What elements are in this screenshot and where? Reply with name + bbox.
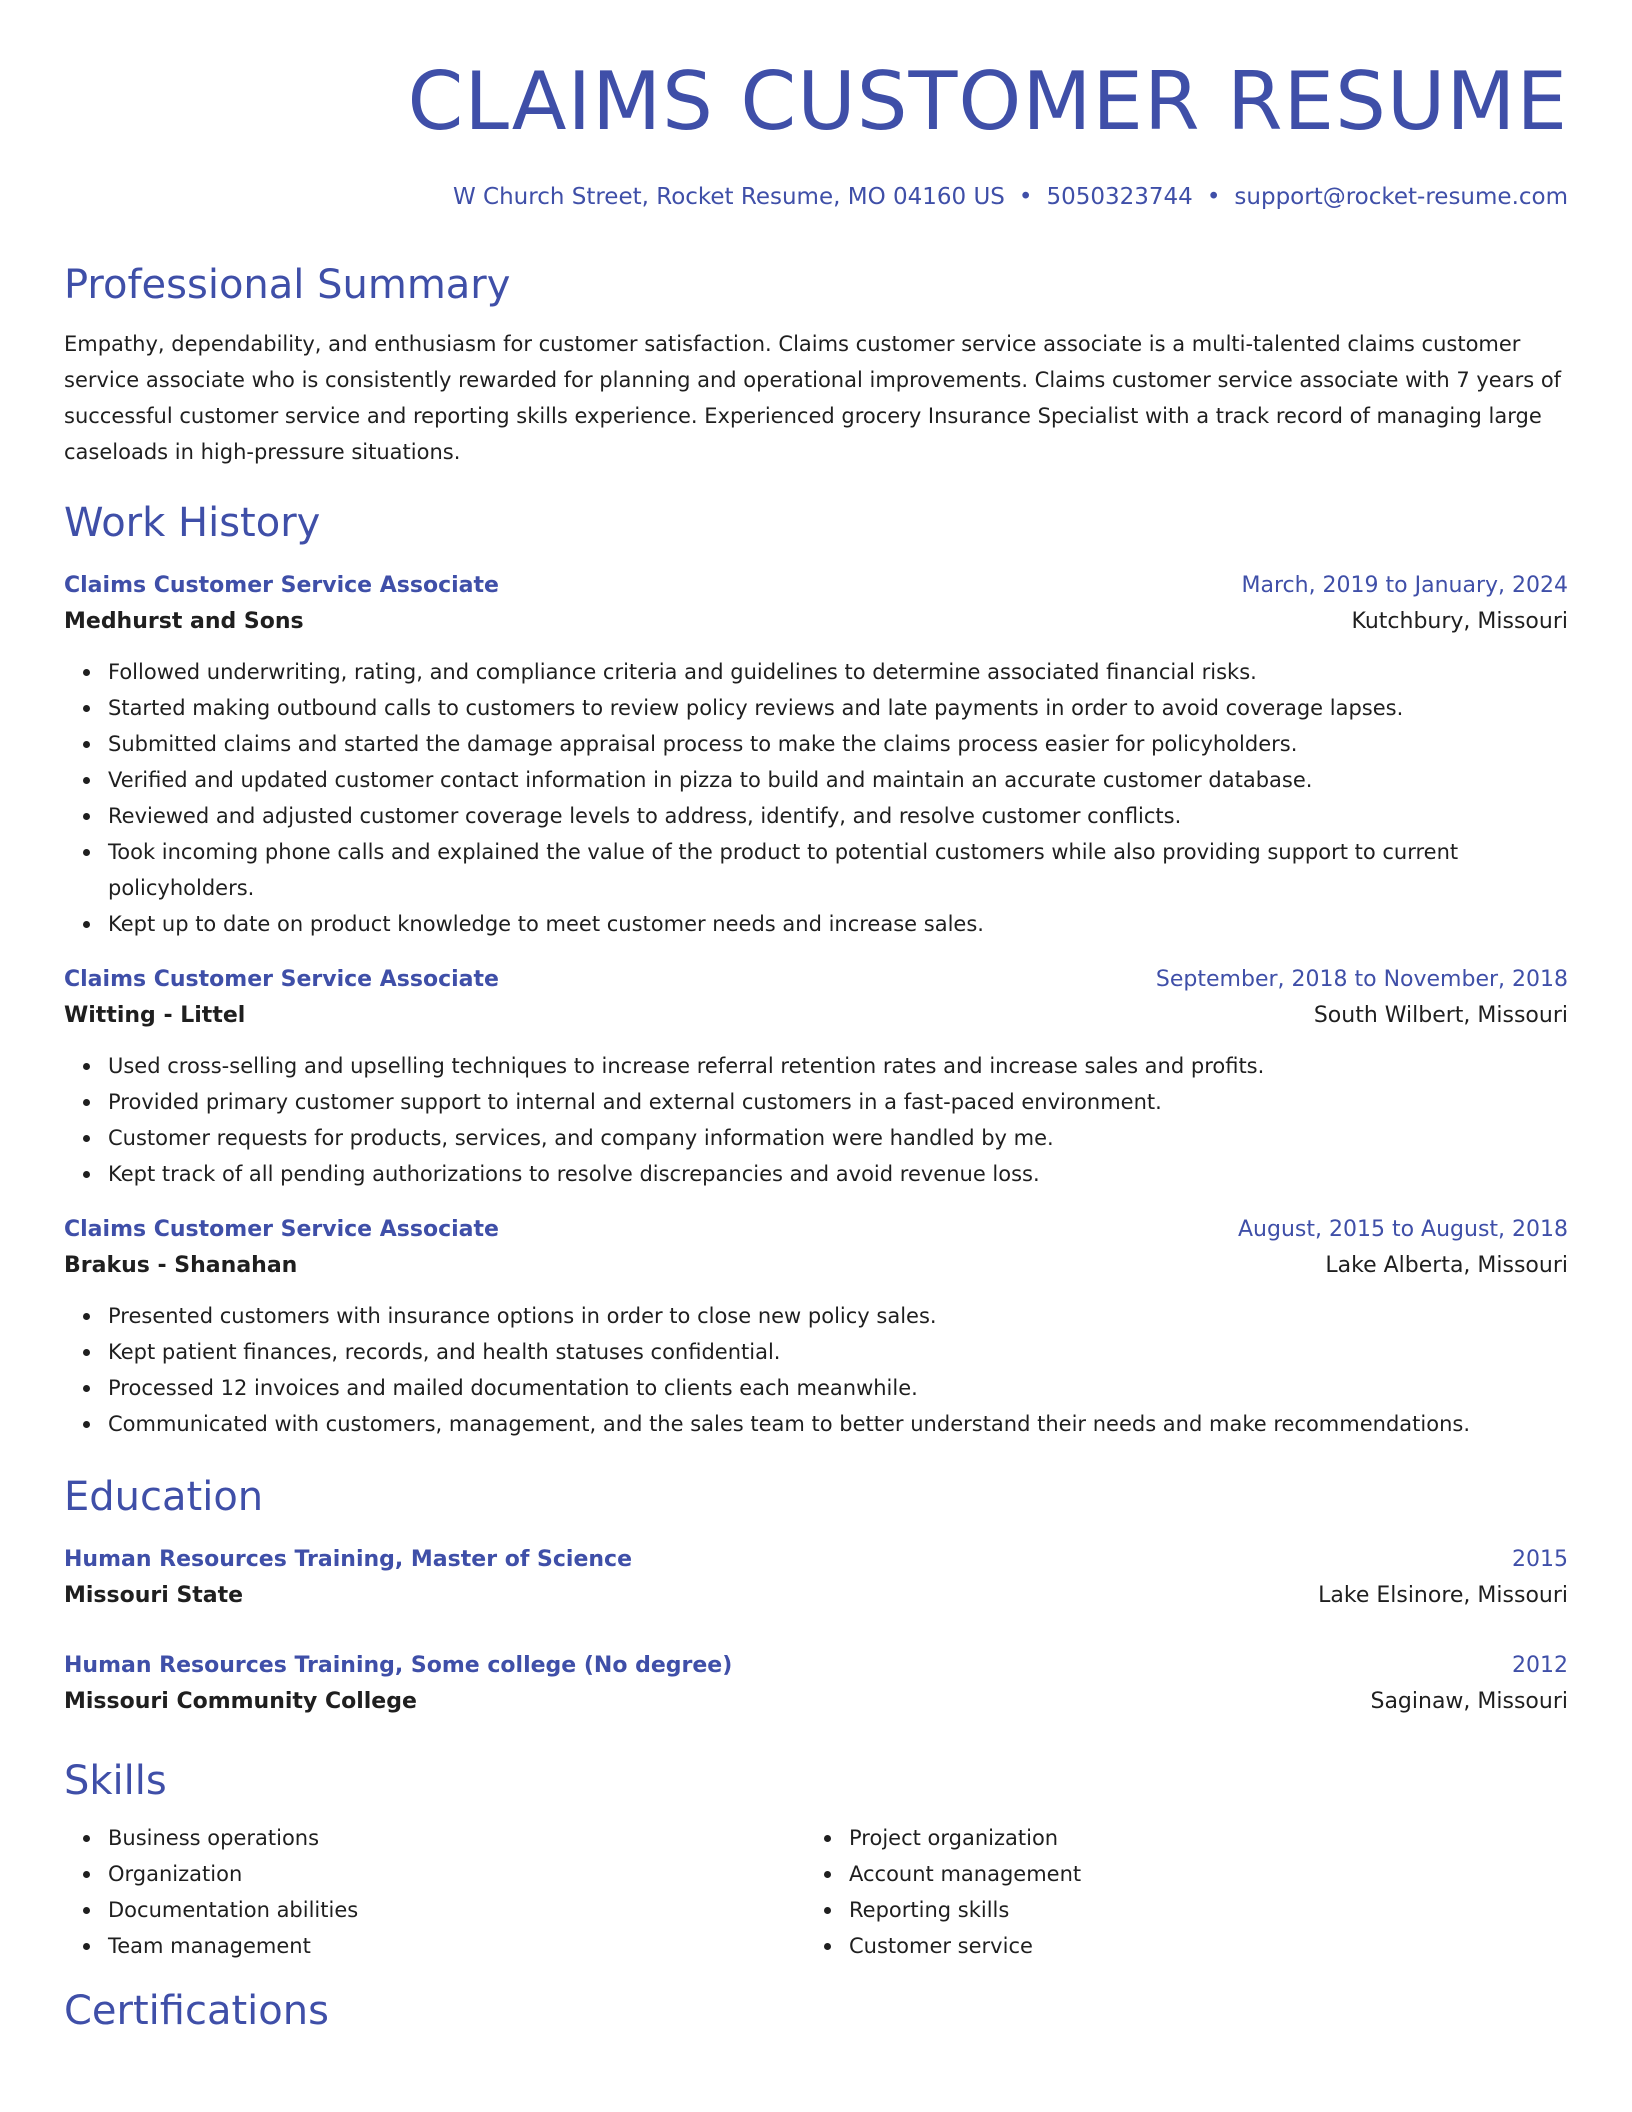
skill-item: Organization [108,1856,805,1892]
skills-left-column [64,1820,805,1964]
skill-item: Customer service [849,1928,1546,1964]
skill-item: Team management [108,1928,805,1964]
skill-item: Project organization [849,1820,1546,1856]
section-title-work-history: Work History [64,500,321,546]
job-company: Brakus - Shanahan [64,1253,298,1278]
list-item: Communicated with customers, management, and the sales team to better understand their needs and make recommendations. [108,1406,1568,1442]
job-company: Witting - Littel [64,1003,246,1028]
skill-item: Business operations [108,1820,805,1856]
list-item: Followed underwriting, rating, and compliance criteria and guidelines to determine associated financial risks. [108,654,1568,690]
education-entry [64,1544,1568,1616]
education-degree: Human Resources Training, Master of Science [64,1547,633,1572]
job-bullets [64,654,1568,942]
job-entry [64,1214,1568,1442]
list-item: Kept patient finances, records, and health statuses confidential. [108,1334,1568,1370]
contact-separator: • [1018,184,1033,210]
education-degree: Human Resources Training, Some college (No degree) [64,1653,733,1678]
summary-text: Empathy, dependability, and enthusiasm for customer satisfaction. Claims customer service associate is a multi-talented claims customer service associate who is consistently rewarded for planning and operational improvements. Claims customer service associate with 7 years of successful customer service and reporting skills experience. Experienced grocery Insurance Specialist with a track record of managing large caseloads in high-pressure situations. [64,332,1562,464]
contact-address: W Church Street, Rocket Resume, MO 04160 US [452,184,1005,210]
list-item: Processed 12 invoices and mailed documentation to clients each meanwhile. [108,1370,1568,1406]
education-year: 2012 [1512,1653,1568,1678]
section-title-skills: Skills [64,1758,167,1804]
job-dates: September, 2018 to November, 2018 [1155,967,1568,992]
list-item: Kept track of all pending authorizations to resolve discrepancies and avoid revenue loss. [108,1156,1568,1192]
skills-grid [64,1820,1568,1964]
education-entry [64,1650,1568,1722]
education-school: Missouri Community College [64,1689,417,1714]
skill-item: Documentation abilities [108,1892,805,1928]
list-item: Verified and updated customer contact information in pizza to build and maintain an accurate customer database. [108,762,1568,798]
list-item: Started making outbound calls to customers to review policy reviews and late payments in order to avoid coverage lapses. [108,690,1568,726]
job-role: Claims Customer Service Associate [64,573,499,598]
section-title-certifications: Certifications [64,1988,329,2034]
job-location: Kutchbury, Missouri [1351,609,1568,634]
job-bullets [64,1298,1568,1442]
job-entry [64,570,1568,942]
list-item: Reviewed and adjusted customer coverage levels to address, identify, and resolve customer conflicts. [108,798,1568,834]
contact-email[interactable]: support@rocket-resume.com [1234,184,1568,210]
list-item: Submitted claims and started the damage appraisal process to make the claims process easier for policyholders. [108,726,1568,762]
skill-item: Reporting skills [849,1892,1546,1928]
skill-item: Account management [849,1856,1546,1892]
job-company: Medhurst and Sons [64,609,304,634]
job-location: South Wilbert, Missouri [1313,1003,1568,1028]
contact-phone: 5050323744 [1046,184,1193,210]
job-role: Claims Customer Service Associate [64,1217,499,1242]
list-item: Customer requests for products, services, and company information were handled by me. [108,1120,1568,1156]
job-location: Lake Alberta, Missouri [1325,1253,1568,1278]
list-item: Used cross-selling and upselling techniques to increase referral retention rates and increase sales and profits. [108,1048,1568,1084]
job-role: Claims Customer Service Associate [64,967,499,992]
job-dates: August, 2015 to August, 2018 [1238,1217,1568,1242]
education-location: Saginaw, Missouri [1370,1689,1568,1714]
list-item: Took incoming phone calls and explained the value of the product to potential customers while also providing support to current policyholders. [108,834,1568,906]
contact-line [64,182,1568,212]
resume-title: CLAIMS CUSTOMER RESUME [407,55,1568,148]
education-year: 2015 [1512,1547,1568,1572]
job-dates: March, 2019 to January, 2024 [1241,573,1568,598]
job-entry [64,964,1568,1192]
education-school: Missouri State [64,1583,244,1608]
job-bullets [64,1048,1568,1192]
list-item: Provided primary customer support to internal and external customers in a fast-paced environment. [108,1084,1568,1120]
list-item: Kept up to date on product knowledge to meet customer needs and increase sales. [108,906,1568,942]
education-location: Lake Elsinore, Missouri [1318,1583,1568,1608]
skills-right-column [805,1820,1546,1964]
contact-separator: • [1206,184,1221,210]
section-title-summary: Professional Summary [64,262,511,308]
list-item: Presented customers with insurance options in order to close new policy sales. [108,1298,1568,1334]
section-title-education: Education [64,1474,264,1520]
